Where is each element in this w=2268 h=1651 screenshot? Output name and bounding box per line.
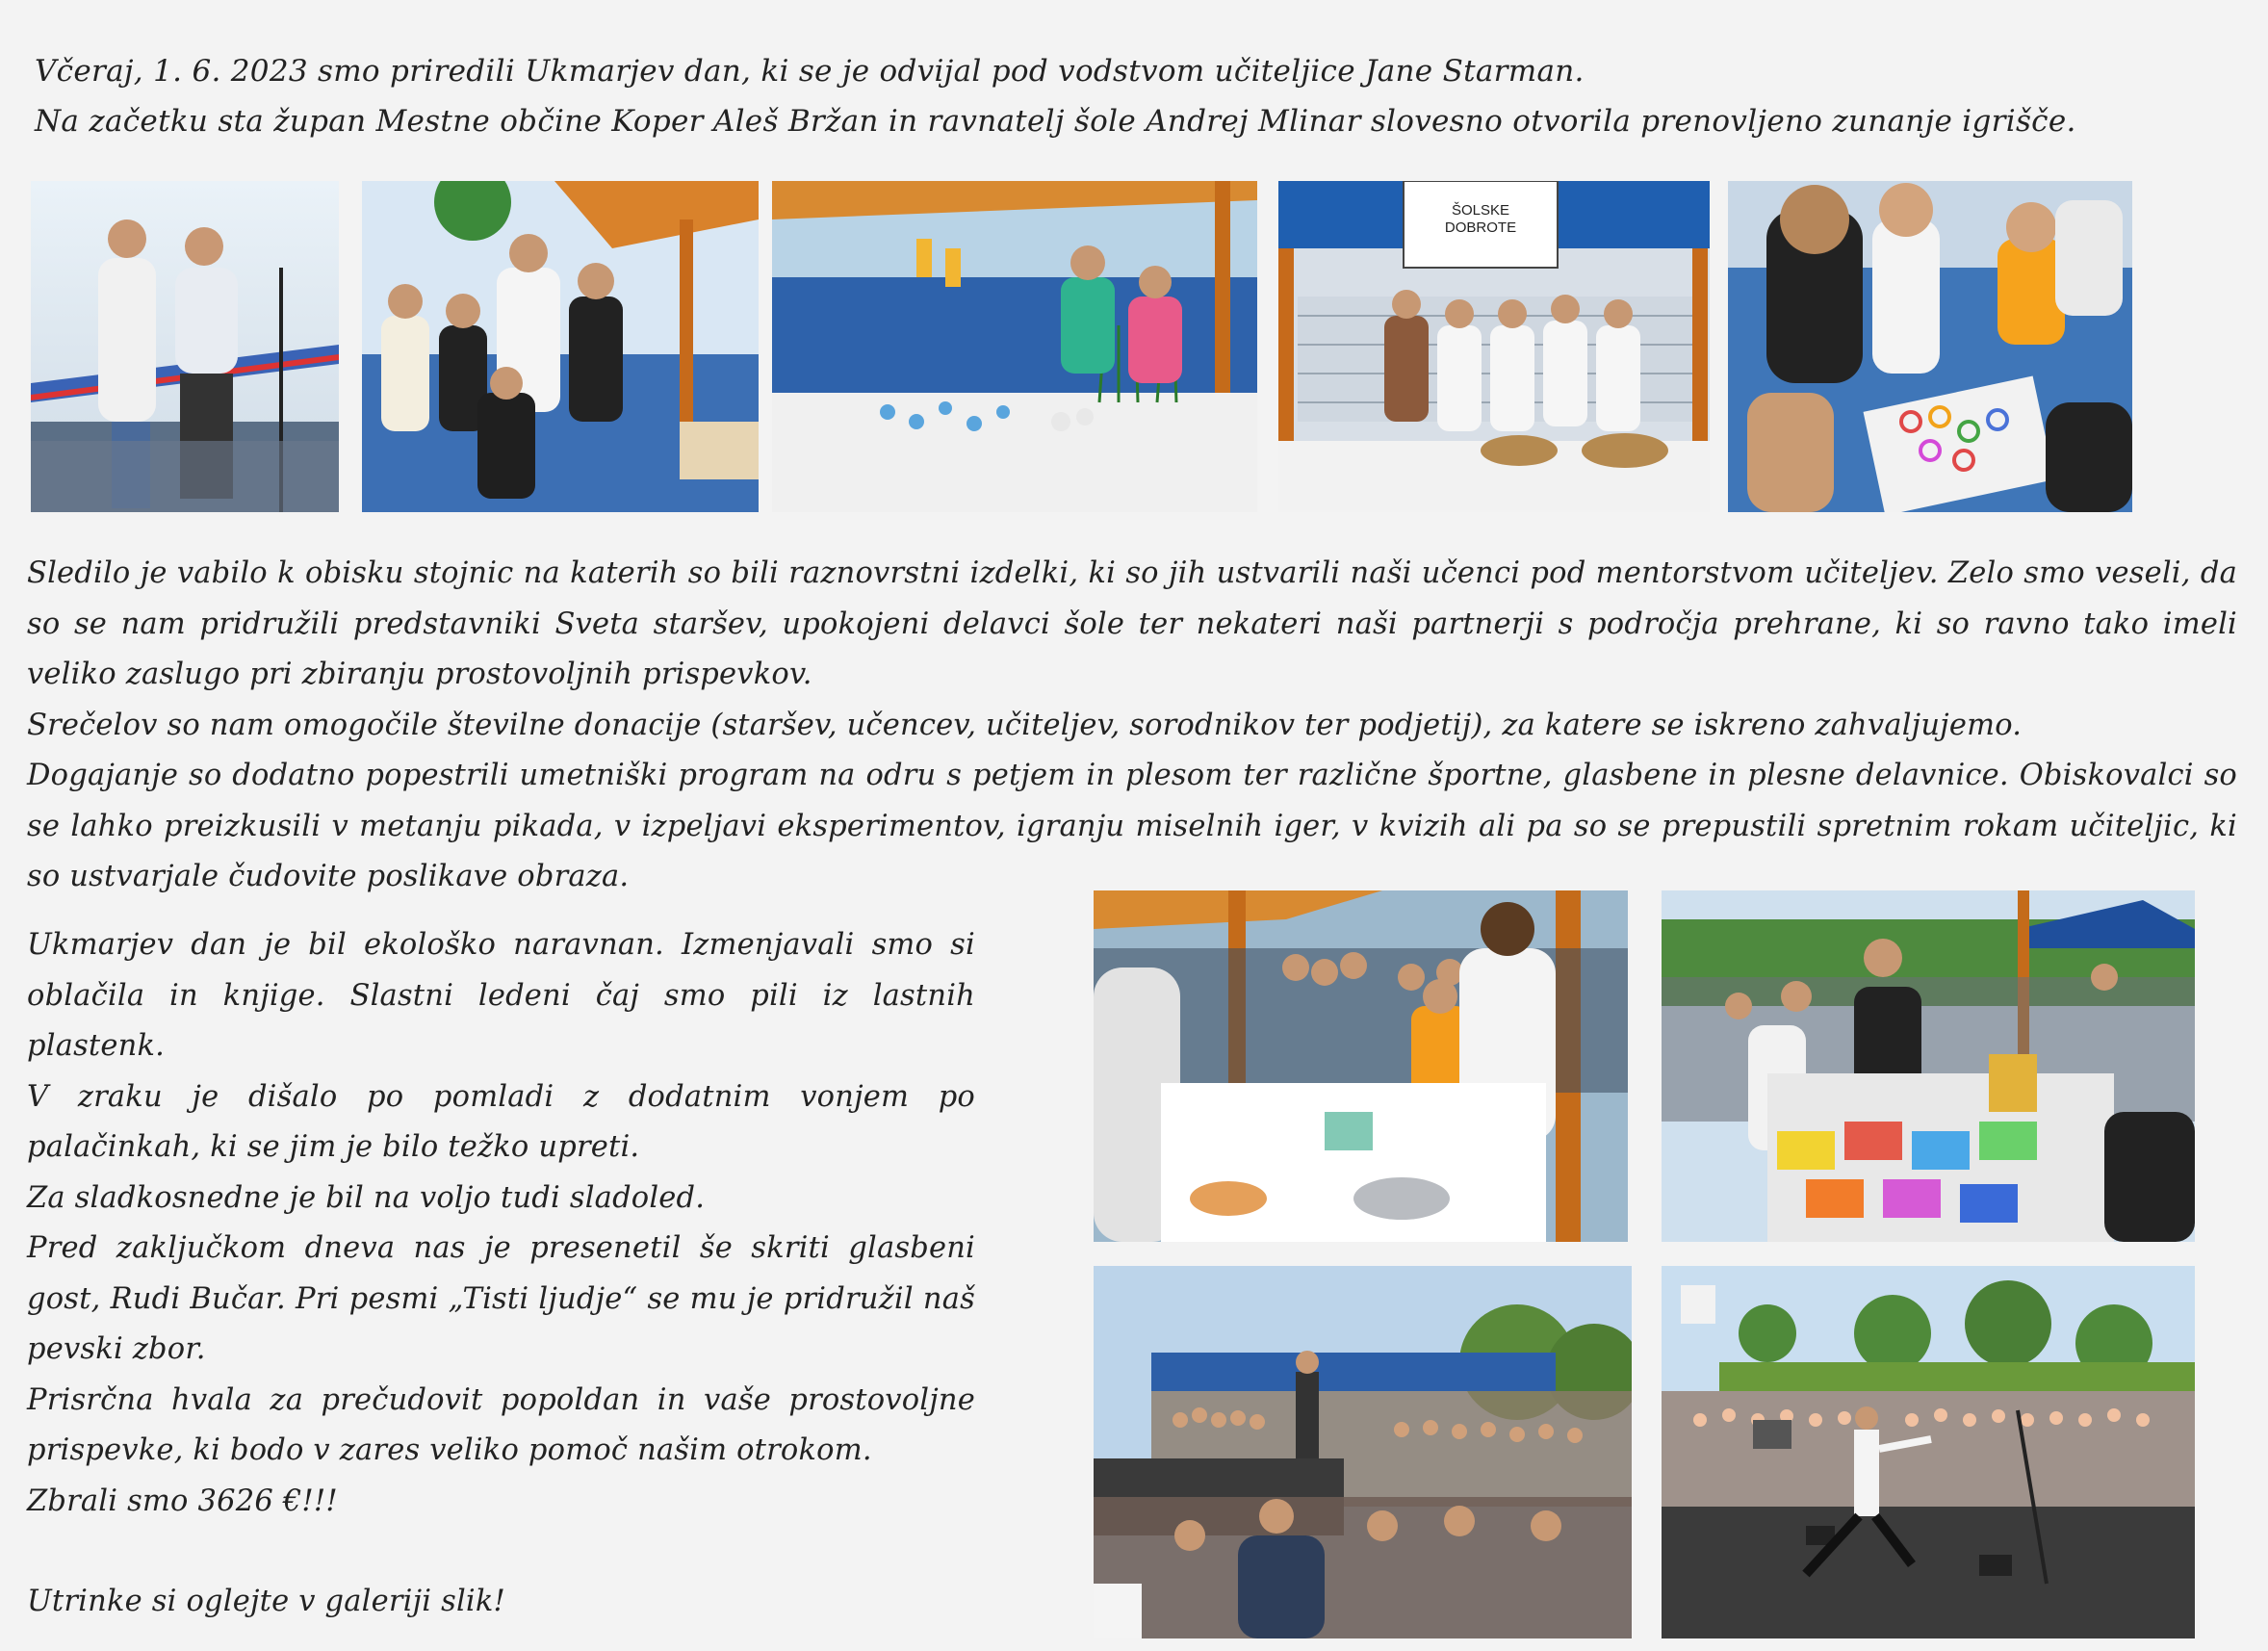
concert-crowd-photo[interactable] bbox=[1094, 1266, 1632, 1638]
middle-text bbox=[27, 549, 2237, 903]
middle-paragraph-3: Dogajanje so dodatno popestrili umetniški program na odru s petjem in plesom ter različne športne, glasbene in plesne delavnice. Obiskovalci so se lahko preizkusili v metanju pikada, v izpeljavi eksperimentov, igranju miselnih iger, v kvizih ali pa so se prepustili spretnim rokam učiteljic, ki so ustvarjale čudovite poslikave obraza. bbox=[27, 759, 2237, 893]
intro-line-2: Na začetku sta župan Mestne občine Koper Aleš Bržan in ravnatelj šole Andrej Mlinar slovesno otvorila prenovljeno zunanje igrišče. bbox=[35, 104, 2076, 139]
middle-paragraph-1: Sledilo je vabilo k obisku stojnic na katerih so bili raznovrstni izdelki, ki so jih ustvarili naši učenci pod mentorstvom učiteljev. Zelo smo veseli, da so se nam pridružili predstavniki Sveta staršev, upokojeni delavci šole ter nekateri naši partnerji s področja prehrane, ki so ravno tako imeli veliko zaslugo pri zbiranju prostovoljnih prispevkov. bbox=[27, 556, 2237, 691]
sign-line-2: DOBROTE bbox=[1444, 219, 1517, 236]
sign-line-1: ŠOLSKE bbox=[1451, 202, 1510, 219]
stand-photo[interactable] bbox=[772, 181, 1257, 512]
intro-line-1: Včeraj, 1. 6. 2023 smo priredili Ukmarjev dan, ki se je odvijal pod vodstvom učiteljice Jane Starman. bbox=[35, 54, 1585, 89]
solske-dobrote-stand-photo[interactable] bbox=[1278, 181, 1710, 512]
left-paragraph-1: Ukmarjev dan je bil ekološko naravnan. Izmenjavali smo si oblačila in knjige. Slastni ledeni čaj smo pili iz lastnih plastenk. bbox=[27, 928, 975, 1063]
middle-paragraph-2: Srečelov so nam omogočile številne donacije (staršev, učencev, učiteljev, sorodnikov ter podjetij), za katere se iskreno zahvaljujemo. bbox=[27, 708, 2023, 742]
left-paragraph-3: Za sladkosnedne je bil na voljo tudi sladoled. bbox=[27, 1180, 706, 1215]
left-paragraph-6: Zbrali smo 3626 €!!! bbox=[27, 1483, 338, 1518]
intro-text bbox=[35, 46, 2076, 146]
book-exchange-photo[interactable] bbox=[1662, 890, 2195, 1242]
ribbon-cutting-photo[interactable] bbox=[31, 181, 339, 512]
pancake-stand-photo[interactable] bbox=[1094, 890, 1628, 1242]
left-paragraph-4: Pred zaključkom dneva nas je presenetil še skriti glasbeni gost, Rudi Bučar. Pri pesmi „Tisti ljudje“ se mu je pridružil naš pevski zbor. bbox=[27, 1231, 975, 1366]
left-column-text bbox=[27, 920, 975, 1628]
solske-dobrote-sign bbox=[1404, 202, 1558, 237]
stage-dance-photo[interactable] bbox=[1662, 1266, 2195, 1638]
group-photo[interactable] bbox=[362, 181, 759, 512]
left-paragraph-7: Utrinke si oglejte v galeriji slik! bbox=[27, 1585, 505, 1618]
left-paragraph-2: V zraku je dišalo po pomladi z dodatnim vonjem po palačinkah, ki se jim je bilo težko upreti. bbox=[27, 1079, 975, 1164]
children-crafts-photo[interactable] bbox=[1728, 181, 2132, 512]
left-paragraph-5: Prisrčna hvala za prečudovit popoldan in vaše prostovoljne prispevke, ki bodo v zares veliko pomoč našim otrokom. bbox=[27, 1382, 975, 1467]
